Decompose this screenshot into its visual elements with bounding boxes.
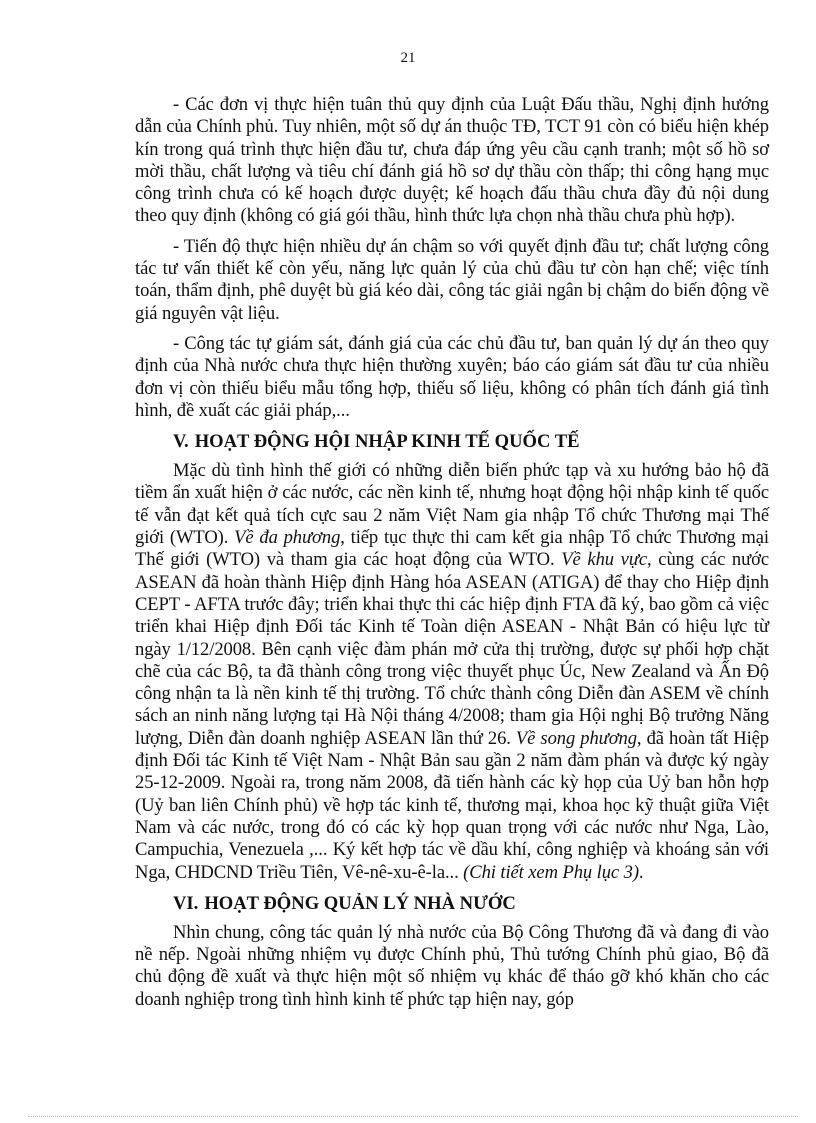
document-body [135, 94, 769, 1019]
section-number: V. [173, 431, 189, 453]
section-title: HOẠT ĐỘNG HỘI NHẬP KINH TẾ QUỐC TẾ [194, 431, 580, 453]
section-heading-international-integration [173, 430, 769, 454]
italic-run: (Chi tiết xem Phụ lục 3) [463, 861, 639, 883]
paragraph-self-monitoring: - Công tác tự giám sát, đánh giá của các chủ đầu tư, ban quản lý dự án theo quy định của Nhà nước chưa thực hiện thường xuyên; báo cáo giám sát đầu tư của nhiều đơn vị còn thiếu biểu mẫu tổng hợp, thiếu số liệu, không có phân tích đánh giá tình hình, đề xuất các giải pháp,... [135, 332, 769, 421]
section-number: VI. [173, 892, 199, 914]
text-run: , đã hoàn tất Hiệp định Đối tác Kinh tế Việt Nam - Nhật Bản sau gần 2 năm đàm phán và được ký ngày 25-12-2009. Ngoài ra, trong năm 2008, đã tiến hành các kỳ họp của Uỷ ban hỗn hợp (Uỷ ban liên Chính phủ) về hợp tác kinh tế, thương mại, khoa học kỹ thuật giữa Việt Nam và các nước, trong đó có các kỳ họp quan trọng với các nước như Nga, Lào, Campuchia, Venezuela ,... Ký kết hợp tác về dầu khí, công nghiệp và khoáng sản với Nga, CHDCND Triều Tiên, Vê-nê-xu-ê-la... [135, 727, 769, 883]
text-run: . [638, 861, 644, 883]
section-heading-state-management [173, 892, 769, 916]
section-title: HOẠT ĐỘNG QUẢN LÝ NHÀ NƯỚC [204, 892, 516, 914]
text-run: , cùng các nước ASEAN đã hoàn thành Hiệp định Hàng hóa ASEAN (ATIGA) để thay cho Hiệp định CEPT - AFTA trước đây; triển khai thực thi các hiệp định FTA đã ký, bao gồm cả việc triển khai Hiệp định Đối tác Kinh tế Toàn diện ASEAN - Nhật Bản có hiệu lực từ ngày 1/12/2008. Bên cạnh việc đàm phán mở cửa thị trường, được sự phối hợp chặt chẽ của các Bộ, ta đã thành công trong việc thuyết phục Úc, New Zealand và Ấn Độ công nhận ta là nền kinh tế thị trường. Tổ chức thành công Diễn đàn ASEM về chính sách an ninh năng lượng tại Hà Nội tháng 4/2008; tham gia Hội nghị Bộ trưởng Năng lượng, Diễn đàn doanh nghiệp ASEAN lần thứ 26. [135, 549, 769, 749]
page-number: 21 [400, 50, 416, 66]
text-run: , tiếp tục thực thi cam kết gia nhập Tổ chức Thương mại Thế giới (WTO) và tham gia các hoạt động của WTO. [135, 527, 769, 571]
paragraph-state-management: Nhìn chung, công tác quản lý nhà nước của Bộ Công Thương đã và đang đi vào nề nếp. Ngoài những nhiệm vụ được Chính phủ, Thủ tướng Chính phủ giao, Bộ đã chủ động đề xuất và thực hiện một số nhiệm vụ khác để tháo gỡ khó khăn cho các doanh nghiệp trong tình hình kinh tế phức tạp hiện nay, góp [135, 921, 769, 1010]
page-bottom-divider [28, 1116, 798, 1117]
text-run: Mặc dù tình hình thế giới có những diễn biến phức tạp và xu hướng bảo hộ đã tiềm ẩn xuất hiện ở các nước, các nền kinh tế, nhưng hoạt động hội nhập kinh tế quốc tế vẫn đạt kết quả tích cực sau 2 năm Việt Nam gia nhập Tổ chức Thương mại Thế giới (WTO). [135, 460, 769, 549]
paragraph-international-integration [135, 460, 769, 884]
italic-run: Về song phương [515, 727, 637, 749]
italic-run: Về khu vực [561, 549, 648, 571]
italic-run: Về đa phương [234, 527, 341, 549]
paragraph-project-progress: - Tiến độ thực hiện nhiều dự án chậm so với quyết định đầu tư; chất lượng công tác tư vấn thiết kế còn yếu, năng lực quản lý của chủ đầu tư còn hạn chế; việc tính toán, thẩm định, phê duyệt bù giá kéo dài, công tác giải ngân bị chậm do biến động về giá nguyên vật liệu. [135, 235, 769, 324]
paragraph-bidding-compliance: - Các đơn vị thực hiện tuân thủ quy định của Luật Đấu thầu, Nghị định hướng dẫn của Chính phủ. Tuy nhiên, một số dự án thuộc TĐ, TCT 91 còn có biểu hiện khép kín trong quá trình thực hiện đầu tư, chưa đáp ứng yêu cầu cạnh tranh; một số hồ sơ mời thầu, chất lượng và tiêu chí đánh giá hồ sơ dự thầu còn thấp; thi công hạng mục công trình chưa có kế hoạch được duyệt; kế hoạch đấu thầu chưa đầy đủ nội dung theo quy định (không có giá gói thầu, hình thức lựa chọn nhà thầu chưa phù hợp). [135, 94, 769, 227]
